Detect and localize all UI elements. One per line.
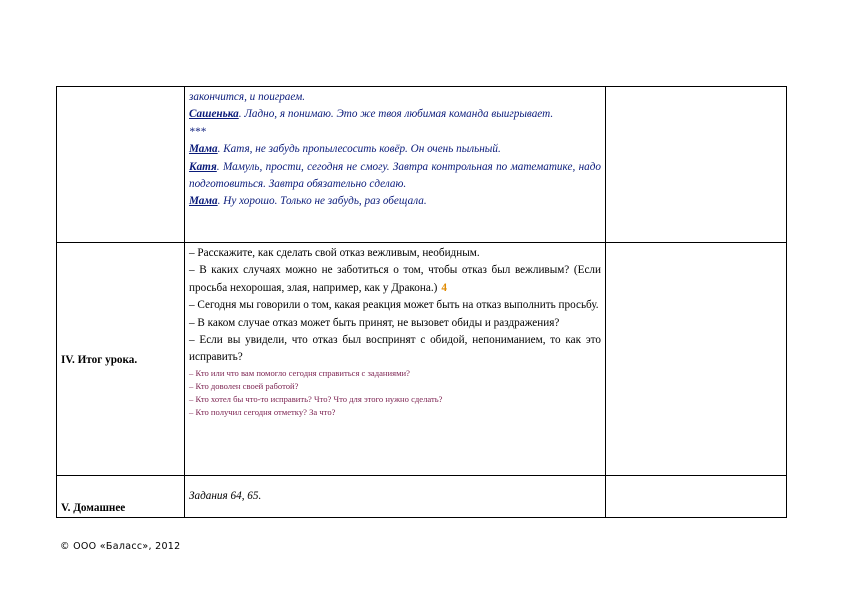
- content-cell: [185, 476, 606, 518]
- reflection-line: – Кто или что вам помогло сегодня справиться с заданиями?: [189, 367, 410, 378]
- notes-cell: [606, 87, 787, 243]
- question-line: – Если вы увидели, что отказ был воспринят с обидой, непониманием, то как это исправить?: [189, 334, 601, 364]
- table-row: [57, 243, 787, 476]
- content-cell: [185, 87, 606, 243]
- questions-block: [185, 243, 605, 421]
- table-row: [57, 476, 787, 518]
- notes-cell: [606, 476, 787, 518]
- reflection-line: – Кто получил сегодня отметку? За что?: [189, 407, 336, 418]
- table-row: [57, 87, 787, 243]
- question-line: – В каких случаях можно не заботиться о том, чтобы отказ был вежливым? (Если просьба нехорошая, злая, например, как у Дракона.) 4: [189, 264, 601, 294]
- dialog-line: закончится, и поиграем.: [189, 91, 306, 103]
- homework-text: Задания 64, 65.: [189, 490, 262, 503]
- reflection-line: – Кто хотел бы что-то исправить? Что? Что для этого нужно сделать?: [189, 394, 443, 405]
- question-line: – В каком случае отказ может быть принят, не вызовет обиды и раздражения?: [189, 316, 560, 329]
- stage-label: IV. Итог урока.: [61, 354, 138, 366]
- dialog-separator: ***: [189, 125, 206, 138]
- question-line: – Сегодня мы говорили о том, какая реакция может быть на отказ выполнить просьбу.: [189, 299, 599, 312]
- dialog-line: Мама. Катя, не забудь пропылесосить ковёр. Он очень пыльный.: [189, 143, 501, 156]
- dialog-line: Катя. Мамуль, прости, сегодня не смогу. Завтра контрольная по математике, надо подготовиться. Завтра обязательно сделаю.: [189, 160, 601, 191]
- dialog-line: Сашенька. Ладно, я понимаю. Это же твоя любимая команда выигрывает.: [189, 108, 554, 121]
- question-line: – Расскажите, как сделать свой отказ вежливым, необидным.: [189, 247, 480, 259]
- dialog-line: Мама. Ну хорошо. Только не забудь, раз обещала.: [189, 195, 427, 208]
- stage-cell: [57, 476, 185, 518]
- step-marker: 4: [441, 281, 447, 294]
- notes-cell: [606, 243, 787, 476]
- copyright-footer: © ООО «Баласс», 2012: [60, 541, 181, 552]
- stage-cell: [57, 87, 185, 243]
- stage-cell: [57, 243, 185, 476]
- stage-label: V. Домашнее: [61, 502, 126, 514]
- reflection-line: – Кто доволен своей работой?: [189, 381, 299, 392]
- dialog-block: [185, 87, 605, 212]
- content-cell: [185, 243, 606, 476]
- lesson-table: [56, 86, 787, 518]
